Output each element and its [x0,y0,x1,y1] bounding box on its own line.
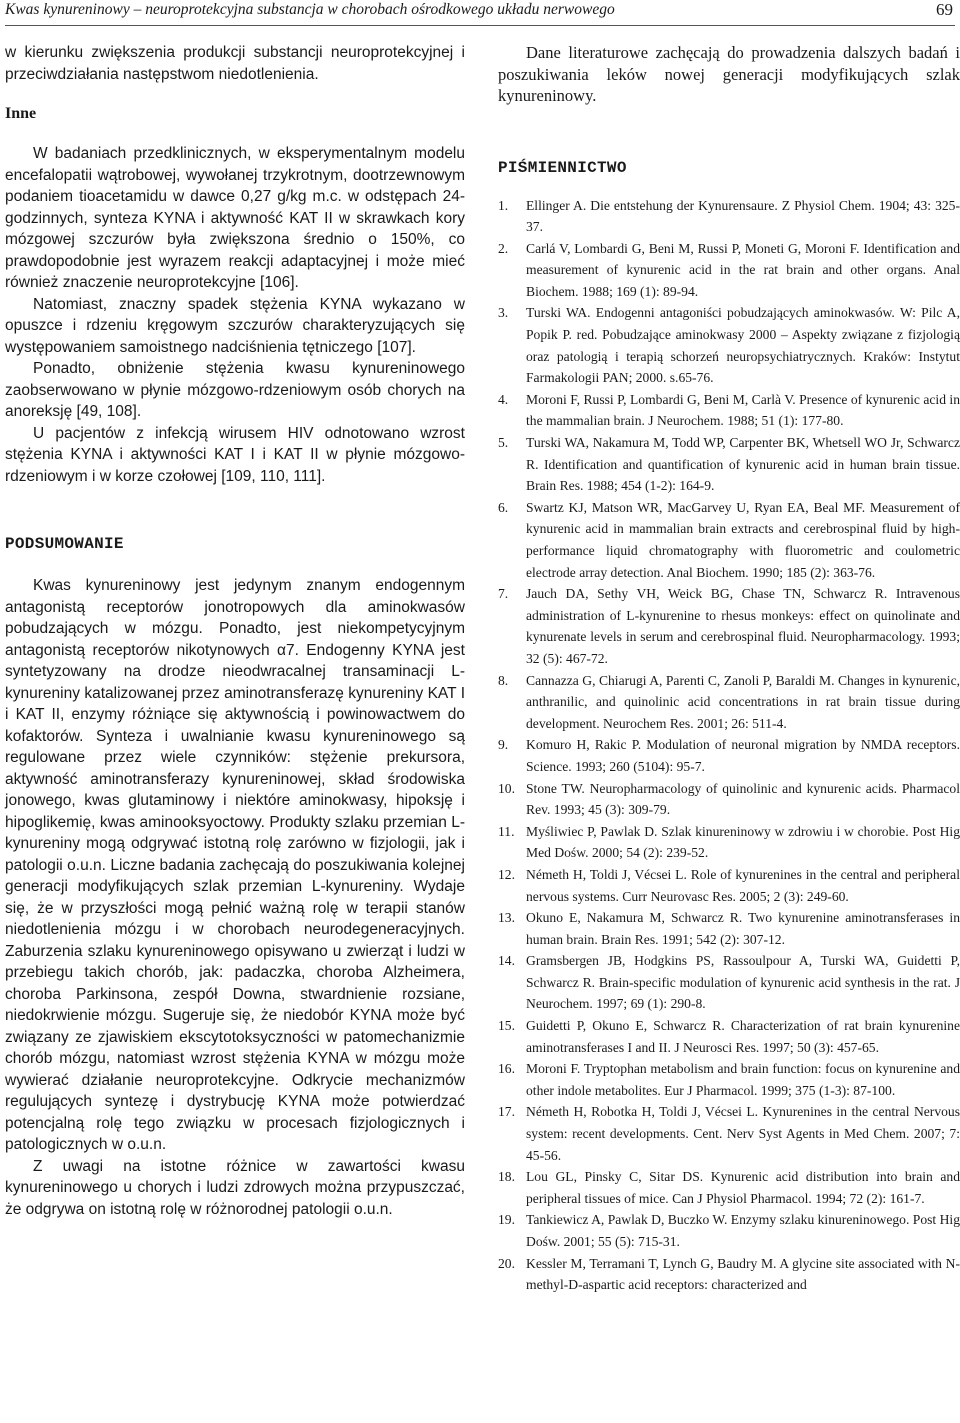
header-rule [5,25,955,26]
reference-number: 2. [498,240,509,256]
running-title: Kwas kynureninowy – neuroprotekcyjna substancja w chorobach ośrodkowego układu nerwowego [5,1,615,18]
reference-text: Tankiewicz A, Pawlak D, Buczko W. Enzymy szlaku kinureninowego. Post Hig Dośw. 2001; 55 (5): 715-31. [526,1212,960,1249]
reference-text: Ellinger A. Die entstehung der Kynurensaure. Z Physiol Chem. 1904; 43: 325-37. [526,197,960,235]
reference-item [498,195,960,238]
reference-item [498,1058,960,1101]
reference-text: Myśliwiec P, Pawlak D. Szlak kinureninowy w zdrowiu i w chorobie. Post Hig Med Dośw. 2000; 54 (2): 239-52. [526,823,960,861]
reference-number: 17. [498,1104,515,1120]
left-column [5,42,465,1220]
references-list [498,195,960,1296]
right-intro-paragraph: Dane literaturowe zachęcają do prowadzenia dalszych badań i poszukiwania leków nowej generacji modyfikujących szlak kynureninowy. [498,43,960,105]
reference-number: 15. [498,1018,515,1034]
reference-number: 18. [498,1169,515,1185]
reference-number: 14. [498,953,515,969]
reference-number: 12. [498,866,515,882]
reference-item [498,432,960,497]
reference-item [498,302,960,388]
reference-item [498,778,960,821]
reference-text: Komuro H, Rakic P. Modulation of neuronal migration by NMDA receptors. Science. 1993; 260 (5104): 95-7. [526,737,960,774]
references-heading: PIŚMIENNICTWO [498,158,627,177]
reference-text: Okuno E, Nakamura M, Schwarcz R. Two kynurenine aminotransferases in human brain. Brain Res. 1991; 542 (2): 307-12. [526,910,960,947]
reference-number: 1. [498,197,509,213]
reference-item [498,821,960,864]
reference-number: 7. [498,586,509,602]
podsumowanie-paragraph-2: Z uwagi na istotne różnice w zawartości kwasu kynureninowego u chorych i ludzi zdrowych można przypuszczać, że odgrywa on istotną rolę w różnorodnej patologii o.u.n. [5,1157,465,1218]
reference-number: 11. [498,823,515,839]
running-header [5,0,955,22]
reference-number: 8. [498,672,509,688]
reference-text: Kessler M, Terramani T, Lynch G, Baudry M. A glycine site associated with N-methyl-D-aspartic acid receptors: characterized and [526,1255,960,1293]
page-number: 69 [936,0,953,19]
reference-item [498,1166,960,1209]
reference-text: Moroni F. Tryptophan metabolism and brain function: focus on kynurenine and other indole metabolites. Eur J Pharmacol. 1999; 375 (1-3): 87-100. [526,1061,960,1098]
reference-number: 10. [498,780,515,796]
reference-item [498,583,960,669]
reference-text: Lou GL, Pinsky C, Sitar DS. Kynurenic acid distribution into brain and peripheral tissues of mice. Can J Physiol Pharmacol. 1994; 72 (2): 161-7. [526,1169,960,1206]
inne-paragraph-3: Ponadto, obniżenie stężenia kwasu kynureninowego zaobserwowano w płynie mózgowo-rdzeniowym osób chorych na anoreksję [49, 108]. [5,360,465,420]
inne-heading: Inne [5,105,37,122]
reference-item [498,1101,960,1166]
reference-item [498,389,960,432]
reference-text: Németh H, Toldi J, Vécsei L. Role of kynurenines in the central and peripheral nervous systems. Curr Neurovasc Res. 2005; 2 (3): 249-60. [526,866,960,904]
reference-item [498,1015,960,1058]
reference-number: 19. [498,1212,515,1228]
reference-item [498,497,960,583]
reference-number: 6. [498,499,509,515]
reference-number: 9. [498,737,509,753]
reference-text: Swartz KJ, Matson WR, MacGarvey U, Ryan EA, Beal MF. Measurement of kynurenic acid in mammalian brain extracts and cerebrospinal fluid by high-performance liquid chromatography with fluorometric and coulometric electrode array detection. Anal Biochem. 1990; 185 (2): 363-76. [526,499,960,580]
reference-item [498,907,960,950]
reference-item [498,238,960,303]
left-intro-paragraph: w kierunku zwiększenia produkcji substancji neuroprotekcyjnej i przeciwdziałania następstwom niedotlenienia. [5,44,465,83]
inne-paragraph-1: W badaniach przedklinicznych, w eksperymentalnym modelu encefalopatii wątrobowej, wywołanej trzykrotnym, dootrzewnowym podaniem tioacetamidu w dawce 0,27 g/kg m.c. w odstępach 24-godzinnych, synteza KYNA i aktywność KAT II w skrawkach kory mózgowej szczurów była zwiększona średnio o 150%, co prawdopodobnie jest wyrazem reakcji adaptacyjnej i może mieć również znaczenie neuroprotekcyjne [106]. [5,145,465,291]
reference-number: 20. [498,1255,515,1271]
reference-number: 16. [498,1061,515,1077]
right-column [498,42,960,1296]
reference-text: Moroni F, Russi P, Lombardi G, Beni M, Carlà V. Presence of kynurenic acid in the mammalian brain. J Neurochem. 1988; 51 (1): 177-80. [526,391,960,429]
podsumowanie-heading: PODSUMOWANIE [5,535,124,553]
reference-item [498,670,960,735]
inne-paragraph-2: Natomiast, znaczny spadek stężenia KYNA wykazano w opuszce i rdzeniu kręgowym szczurów charakteryzujących się występowaniem samoistnego nadciśnienia tętniczego [107]. [5,295,465,356]
inne-paragraph-4: U pacjentów z infekcją wirusem HIV odnotowano wzrost stężenia KYNA i aktywności KAT I i KAT II w płynie mózgowo-rdzeniowym i w korze czołowej [109, 110, 111]. [5,424,465,485]
reference-number: 13. [498,910,515,926]
reference-item [498,1253,960,1296]
reference-number: 3. [498,305,509,321]
reference-text: Turski WA. Endogenni antagoniści pobudzających aminokwasów. W: Pilc A, Popik P. red. Pobudzające aminokwasy 2000 – Aspekty związane z fizjologią oraz patologią i terapią schorzeń neuropsychiatrycznych. Kraków: Instytut Farmakologii PAN; 2000. s.65-76. [526,305,960,386]
podsumowanie-paragraph-1: Kwas kynureninowy jest jedynym znanym endogennym antagonistą receptorów jonotropowych dla aminokwasów pobudzających w mózgu. Ponadto, jest niekompetycyjnym antagonistą receptorów nikotynowych α7. Endogenny KYNA jest syntetyzowany na drodze nieodwracalnej transaminacji L-kynureniny katalizowanej przez aminotransferazę kynureniny KAT I i KAT II, enzymy różniące się aktywnością i powinowactwem do kofaktorów. Synteza i uwalnianie kwasu kynureninowego są regulowane przez wiele czynników: stężenie prekursora, aktywność aminotransferazy kynureninowej, skład środowiska jonowego, kwas glutaminowy i niektóre aminokwasy, hipoksję i hipoglikemię, kwas aminooksyoctowy. Produkty szlaku przemian L-kynureniny mogą odgrywać istotną rolę zarówno w fizjologii, jak i patologii o.u.n. Liczne badania zachęcają do poszukiwania kolejnej generacji modyfikujących szlak przemian L-kynureniny. Wydaje się, że w przyszłości mogą pełnić ważną rolę w terapii stanów niedotlenienia mózgu i w chorobach neurodegeneracyjnych. Zaburzenia szlaku kynureninowego opisywano u zwierząt i ludzi w przebiegu takich chorób, jak: padaczka, choroba Alzheimera, choroba Parkinsona, zespół Downa, stwardnienie rozsiane, niedokrwienie mózgu. Sugeruje się, że niedobór KYNA może być związany ze zjawiskiem ekscytotoksyczności w patomechanizmie chorób mózgu, natomiast wzrost stężenia KYNA w mózgu może wywierać działanie neuroprotekcyjne. Odkrycie mechanizmów regulujących syntezę i dystrybucję KYNA może potwierdzać potencjalną rolę tego związku w procesach fizjologicznych i patologicznych w o.u.n. [5,577,465,1153]
reference-text: Gramsbergen JB, Hodgkins PS, Rassoulpour A, Turski WA, Guidetti P, Schwarcz R. Brain-specific modulation of kynurenic acid synthesis in the rat. J Neurochem. 1997; 69 (1): 290-8. [526,953,960,1012]
reference-text: Guidetti P, Okuno E, Schwarcz R. Characterization of rat brain kynurenine aminotransferases I and II. J Neurosci Res. 1997; 50 (3): 457-65. [526,1018,960,1055]
reference-text: Carlá V, Lombardi G, Beni M, Russi P, Moneti G, Moroni F. Identification and measurement of kynurenic acid in the rat brain and other organs. Anal Biochem. 1988; 169 (1): 89-94. [526,240,960,299]
reference-item [498,864,960,907]
reference-text: Jauch DA, Sethy VH, Weick BG, Chase TN, Schwarcz R. Intravenous administration of L-kynurenine to rhesus monkeys: effect on quinolinate and kynurenate levels in serum and cerebrospinal fluid. Neuropharmacology. 1993; 32 (5): 467-72. [526,586,960,666]
reference-number: 5. [498,435,509,451]
reference-text: Németh H, Robotka H, Toldi J, Vécsei L. Kynurenines in the central Nervous system: recent developments. Cent. Nerv Syst Agents in Med Chem. 2007; 7: 45-56. [526,1104,960,1163]
reference-item [498,950,960,1015]
reference-text: Stone TW. Neuropharmacology of quinolinic and kynurenic acids. Pharmacol Rev. 1993; 45 (3): 309-79. [526,780,960,818]
reference-text: Turski WA, Nakamura M, Todd WP, Carpenter BK, Whetsell WO Jr, Schwarcz R. Identification and quantification of kynurenic acid in human brain tissue. Brain Res. 1988; 454 (1-2): 164-9. [526,435,960,494]
reference-item [498,1209,960,1252]
reference-text: Cannazza G, Chiarugi A, Parenti C, Zanoli P, Baraldi M. Changes in kynurenic, anthranilic, and quinolinic acid concentrations in rat brain tissue during development. Neurochem Res. 2001; 26: 511-4. [526,672,960,731]
reference-item [498,734,960,777]
reference-number: 4. [498,391,509,407]
